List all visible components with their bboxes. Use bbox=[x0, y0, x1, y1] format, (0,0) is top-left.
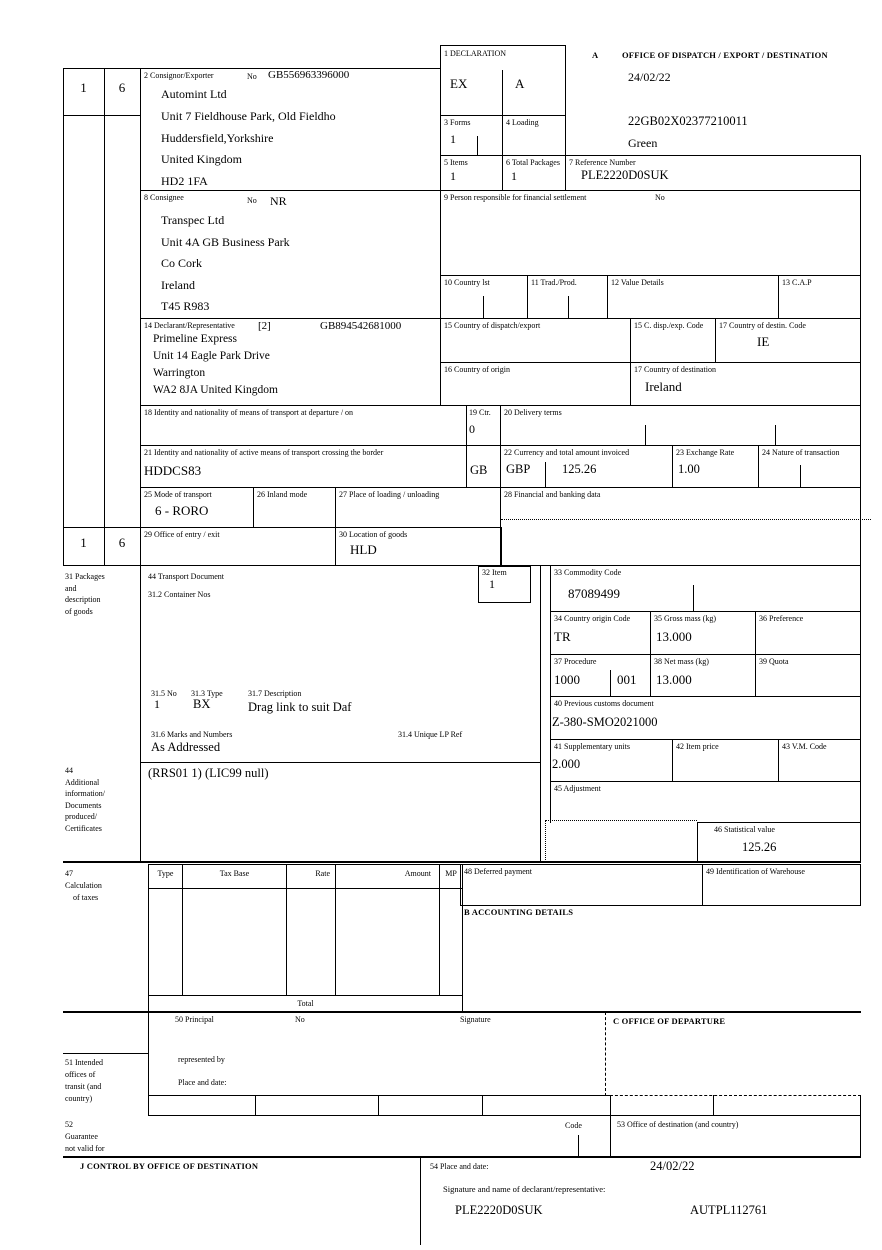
copy-number-1-top: 1 bbox=[80, 80, 87, 95]
reference-number: PLE2220D0SUK bbox=[581, 168, 669, 182]
side-label-line: Documents bbox=[65, 800, 102, 810]
box-46-dotted-top bbox=[546, 820, 697, 821]
box-46-dotted-left bbox=[545, 820, 546, 862]
consignor-eori: GB556963396000 bbox=[268, 69, 350, 81]
procedure-code: 1000 bbox=[554, 672, 580, 687]
leftcol-mid-border bbox=[104, 68, 105, 566]
box-2-label: 2 Consignor/Exporter bbox=[144, 71, 214, 80]
address-line: HD2 1FA bbox=[161, 174, 208, 189]
box-8-no-label: No bbox=[247, 196, 257, 205]
destination-country-code: IE bbox=[757, 334, 770, 349]
box-50-label: 50 Principal bbox=[175, 1015, 214, 1024]
transit-row-top bbox=[148, 1095, 611, 1096]
box-1-divider bbox=[502, 70, 503, 115]
box-11-tick bbox=[568, 296, 569, 318]
side-label-line: country) bbox=[65, 1094, 93, 1103]
side-label-line: of taxes bbox=[73, 893, 99, 902]
tax-cell-amount bbox=[335, 888, 440, 996]
leftcol-left-border bbox=[63, 68, 64, 566]
box-28-dotted-line bbox=[501, 519, 871, 520]
side-label-line: 47 bbox=[65, 869, 73, 878]
box-20-tick-1 bbox=[645, 425, 646, 445]
consignee-id: NR bbox=[270, 194, 287, 208]
routing-status: Green bbox=[628, 136, 658, 150]
box-43-label: 43 V.M. Code bbox=[782, 742, 827, 751]
box-46-label: 46 Statistical value bbox=[714, 825, 775, 834]
box-9-financial-settlement bbox=[440, 190, 861, 276]
tax-cell-rate bbox=[286, 888, 336, 996]
box-38-label: 38 Net mass (kg) bbox=[654, 657, 709, 666]
box-8-label: 8 Consignee bbox=[144, 193, 184, 202]
leftcol-divider-1 bbox=[63, 115, 141, 116]
address-line: Unit 4A GB Business Park bbox=[161, 234, 290, 249]
box-31-side-label bbox=[65, 571, 105, 617]
address-line: Unit 14 Eagle Park Drive bbox=[153, 350, 270, 362]
leftcol-bottom-border bbox=[63, 565, 141, 566]
copy-number-6-top: 6 bbox=[118, 80, 126, 95]
leftcol-divider-2 bbox=[63, 527, 141, 528]
box-45-label: 45 Adjustment bbox=[554, 784, 601, 793]
box-33-label: 33 Commodity Code bbox=[554, 568, 622, 577]
box-4-label: 4 Loading bbox=[506, 118, 539, 127]
copy-number-1-bottom: 1 bbox=[80, 535, 87, 550]
box-35-label: 35 Gross mass (kg) bbox=[654, 614, 716, 623]
copy-number-6-bottom: 6 bbox=[118, 535, 126, 550]
consignor-address bbox=[161, 84, 336, 193]
tax-cell-type bbox=[148, 888, 183, 996]
box-31-6-label: 31.6 Marks and Numbers bbox=[151, 730, 233, 739]
tax-header-amount: Amount bbox=[335, 864, 440, 889]
goods-description: Drag link to suit Daf bbox=[248, 700, 352, 714]
side-label-line: Calculation bbox=[65, 881, 102, 890]
box-31-5-label: 31.5 No bbox=[151, 689, 177, 698]
item-number: 1 bbox=[489, 577, 495, 591]
box-20-tick-2 bbox=[775, 425, 776, 445]
origin-country-code: TR bbox=[554, 629, 571, 644]
box-52-code-label: Code bbox=[565, 1121, 582, 1130]
net-mass: 13.000 bbox=[656, 672, 692, 687]
side-label-line: Certificates bbox=[65, 823, 102, 833]
additional-info-documents: (RRS01 1) (LIC99 null) bbox=[148, 766, 269, 780]
side-label-line: and bbox=[65, 583, 77, 593]
box-53-label: 53 Office of destination (and country) bbox=[617, 1120, 739, 1129]
box-54-signature-label: Signature and name of declarant/representative: bbox=[443, 1184, 606, 1194]
box-31-2-container-label: 31.2 Container Nos bbox=[148, 590, 211, 599]
box-31-7-label: 31.7 Description bbox=[248, 689, 302, 698]
consignee-address bbox=[161, 210, 290, 318]
box-3-tick bbox=[477, 136, 478, 155]
side-label-line: offices of bbox=[65, 1070, 96, 1079]
box-6-label: 6 Total Packages bbox=[506, 158, 560, 167]
box-21-label: 21 Identity and nationality of active means of transport crossing the border bbox=[144, 448, 384, 457]
commodity-code: 87089499 bbox=[568, 586, 620, 601]
side-label-line: 44 bbox=[65, 766, 73, 775]
address-line: Transpec Ltd bbox=[161, 213, 225, 227]
package-type: BX bbox=[193, 697, 211, 711]
side-label-line: 52 bbox=[65, 1120, 73, 1129]
supplementary-units: 2.000 bbox=[552, 757, 581, 771]
tax-cell-tax-base bbox=[182, 888, 287, 996]
address-line: WA2 8JA United Kingdom bbox=[153, 384, 278, 396]
box-30-label: 30 Location of goods bbox=[339, 530, 408, 539]
side-label-line: information/ bbox=[65, 789, 105, 798]
box-48-label: 48 Deferred payment bbox=[464, 867, 532, 876]
box-22-divider bbox=[545, 462, 546, 488]
tax-total-row: Total bbox=[148, 995, 463, 1013]
declaration-subtype: A bbox=[515, 76, 525, 91]
side-label-line: 51 Intended bbox=[65, 1058, 103, 1067]
transport-nationality: GB bbox=[470, 463, 488, 477]
box-23-label: 23 Exchange Rate bbox=[676, 448, 735, 457]
box-5-label: 5 Items bbox=[444, 158, 468, 167]
side-label-line: 31 Packages bbox=[65, 572, 105, 581]
box-24-tick bbox=[800, 465, 801, 488]
section-b-title: B ACCOUNTING DETAILS bbox=[464, 907, 574, 917]
tax-header-mp: MP bbox=[439, 864, 463, 889]
box-52-code-tick bbox=[578, 1135, 579, 1156]
box-54-label: 54 Place and date: bbox=[430, 1162, 489, 1171]
section-a-title: OFFICE OF DISPATCH / EXPORT / DESTINATION bbox=[622, 50, 828, 60]
items-count: 1 bbox=[450, 169, 456, 183]
invoice-amount: 125.26 bbox=[562, 462, 597, 476]
invoice-currency: GBP bbox=[506, 462, 531, 476]
box-27-label: 27 Place of loading / unloading bbox=[339, 490, 440, 499]
box-19-label: 19 Ctr. bbox=[469, 408, 491, 417]
right-border-bottom-rows bbox=[860, 1095, 861, 1157]
forms-count: 1 bbox=[450, 132, 456, 146]
box-10-tick bbox=[483, 296, 484, 318]
movement-reference-number: 22GB02X02377210011 bbox=[628, 114, 748, 128]
box-47-side-label bbox=[65, 868, 102, 904]
box-9-no-label: No bbox=[655, 193, 665, 202]
box-50-signature-label: Signature bbox=[460, 1015, 491, 1024]
box-37-divider bbox=[610, 670, 611, 697]
box-31-3-label: 31.3 Type bbox=[191, 689, 223, 698]
box-2-no-label: No bbox=[247, 72, 257, 81]
box-42-label: 42 Item price bbox=[676, 742, 719, 751]
transit-divider-2 bbox=[378, 1095, 379, 1116]
box-15-label: 15 Country of dispatch/export bbox=[444, 321, 541, 330]
container-flag: 0 bbox=[469, 422, 475, 436]
address-line: Ireland bbox=[161, 277, 195, 292]
section-a-letter: A bbox=[592, 50, 599, 60]
side-label-line: not valid for bbox=[65, 1144, 105, 1153]
mode-of-transport: 6 - RORO bbox=[155, 503, 209, 518]
box-54-left-border bbox=[420, 1157, 421, 1245]
tax-header-tax-base: Tax Base bbox=[182, 864, 287, 889]
box-34-label: 34 Country origin Code bbox=[554, 614, 631, 623]
address-line: United Kingdom bbox=[161, 152, 242, 167]
address-line: Automint Ltd bbox=[161, 87, 227, 101]
box-24-label: 24 Nature of transaction bbox=[762, 448, 840, 457]
box-17b-label: 17 Country of destination bbox=[634, 365, 716, 374]
box-40-label: 40 Previous customs document bbox=[554, 699, 654, 708]
box-50-represented-label: represented by bbox=[178, 1055, 225, 1064]
tax-header-rate: Rate bbox=[286, 864, 336, 889]
box-16-label: 16 Country of origin bbox=[444, 365, 510, 374]
address-line: Unit 7 Fieldhouse Park, Old Fieldho bbox=[161, 108, 336, 123]
box-36-label: 36 Preference bbox=[759, 614, 804, 623]
section-c-title: C OFFICE OF DEPARTURE bbox=[613, 1016, 726, 1026]
box-13-label: 13 C.A.P bbox=[782, 278, 812, 287]
section-j-title: J CONTROL BY OFFICE OF DESTINATION bbox=[80, 1161, 259, 1171]
box-44-side-label bbox=[65, 765, 105, 834]
box-20-label: 20 Delivery terms bbox=[504, 408, 562, 417]
declaration-type: EX bbox=[450, 76, 468, 91]
box-39-label: 39 Quota bbox=[759, 657, 789, 666]
authorisation-number: AUTPL112761 bbox=[690, 1203, 768, 1217]
address-line: Warrington bbox=[153, 367, 206, 379]
box-1-label: 1 DECLARATION bbox=[444, 49, 506, 58]
box-50-place-date-label: Place and date: bbox=[178, 1078, 227, 1087]
address-line: Huddersfield,Yorkshire bbox=[161, 130, 274, 145]
side-label-line: Guarantee bbox=[65, 1132, 98, 1141]
procedure-code-2: 001 bbox=[617, 672, 637, 687]
box-15b-label: 15 C. disp./exp. Code bbox=[634, 321, 704, 330]
box-51-side-label bbox=[65, 1057, 103, 1105]
box-37-label: 37 Procedure bbox=[554, 657, 597, 666]
box-51-top-border bbox=[63, 1053, 149, 1054]
box-9-label: 9 Person responsible for financial settlement bbox=[444, 193, 587, 202]
box-50-left-border bbox=[148, 1012, 149, 1116]
box-28-label: 28 Financial and banking data bbox=[504, 490, 601, 499]
address-line: Co Cork bbox=[161, 256, 203, 270]
side-label-line: description bbox=[65, 595, 101, 604]
box-18-label: 18 Identity and nationality of means of transport at departure / on bbox=[144, 408, 354, 417]
declarant-code: [2] bbox=[258, 320, 271, 332]
declarant-reference: PLE2220D0SUK bbox=[455, 1203, 543, 1217]
box-31-4-label: 31.4 Unique LP Ref bbox=[398, 730, 463, 739]
box-53-left-border bbox=[610, 1095, 611, 1157]
box-52-side-label bbox=[65, 1119, 105, 1155]
box-21-divider bbox=[466, 445, 467, 488]
transport-identity: HDDCS83 bbox=[144, 463, 202, 478]
box-17a-label: 17 Country of destin. Code bbox=[719, 321, 806, 330]
dispatch-date: 24/02/22 bbox=[628, 70, 671, 84]
package-count: 1 bbox=[154, 697, 160, 711]
box-33-tick bbox=[693, 585, 694, 611]
side-label-line: transit (and bbox=[65, 1082, 102, 1091]
section-divider-bottom bbox=[63, 1156, 861, 1158]
transit-divider-1 bbox=[255, 1095, 256, 1116]
box-11-label: 11 Trad./Prod. bbox=[531, 278, 577, 287]
side-label-line: Additional bbox=[65, 777, 100, 787]
box-14-label: 14 Declarant/Representative bbox=[144, 321, 235, 330]
box-25-label: 25 Mode of transport bbox=[144, 490, 212, 499]
box-50-no-label: No bbox=[295, 1015, 305, 1024]
box-41-label: 41 Supplementary units bbox=[554, 742, 630, 751]
box-3-label: 3 Forms bbox=[444, 118, 471, 127]
box-26-label: 26 Inland mode bbox=[257, 490, 308, 499]
box-22-label: 22 Currency and total amount invoiced bbox=[504, 448, 630, 457]
box-29-label: 29 Office of entry / exit bbox=[144, 530, 220, 539]
section-divider-taxes bbox=[63, 861, 861, 863]
gross-mass: 13.000 bbox=[656, 629, 692, 644]
location-of-goods: HLD bbox=[350, 542, 377, 557]
side-label-line: of goods bbox=[65, 606, 93, 616]
total-packages: 1 bbox=[511, 169, 517, 183]
box-12-label: 12 Value Details bbox=[611, 278, 664, 287]
tax-header-type: Type bbox=[148, 864, 183, 889]
box-49-label: 49 Identification of Warehouse bbox=[706, 867, 805, 876]
address-line: Primeline Express bbox=[153, 333, 237, 345]
box-44-transport-doc-label: 44 Transport Document bbox=[148, 572, 224, 581]
leftcol-top-border bbox=[63, 68, 141, 69]
destination-country: Ireland bbox=[645, 379, 682, 394]
marks-and-numbers: As Addressed bbox=[151, 740, 221, 754]
statistical-value: 125.26 bbox=[742, 840, 777, 854]
declarant-address bbox=[153, 331, 278, 399]
box-10-label: 10 Country lst bbox=[444, 278, 490, 287]
exchange-rate: 1.00 bbox=[678, 462, 700, 476]
address-line: T45 R983 bbox=[161, 299, 210, 313]
declaration-place-date: 24/02/22 bbox=[650, 1159, 695, 1173]
declarant-eori: GB894542681000 bbox=[320, 320, 402, 332]
transit-divider-3 bbox=[482, 1095, 483, 1116]
previous-document: Z-380-SMO2021000 bbox=[552, 715, 658, 729]
box-7-label: 7 Reference Number bbox=[569, 158, 636, 167]
side-label-line: produced/ bbox=[65, 812, 97, 821]
transit-divider-4 bbox=[713, 1095, 714, 1116]
box-32-label: 32 Item bbox=[482, 568, 507, 577]
